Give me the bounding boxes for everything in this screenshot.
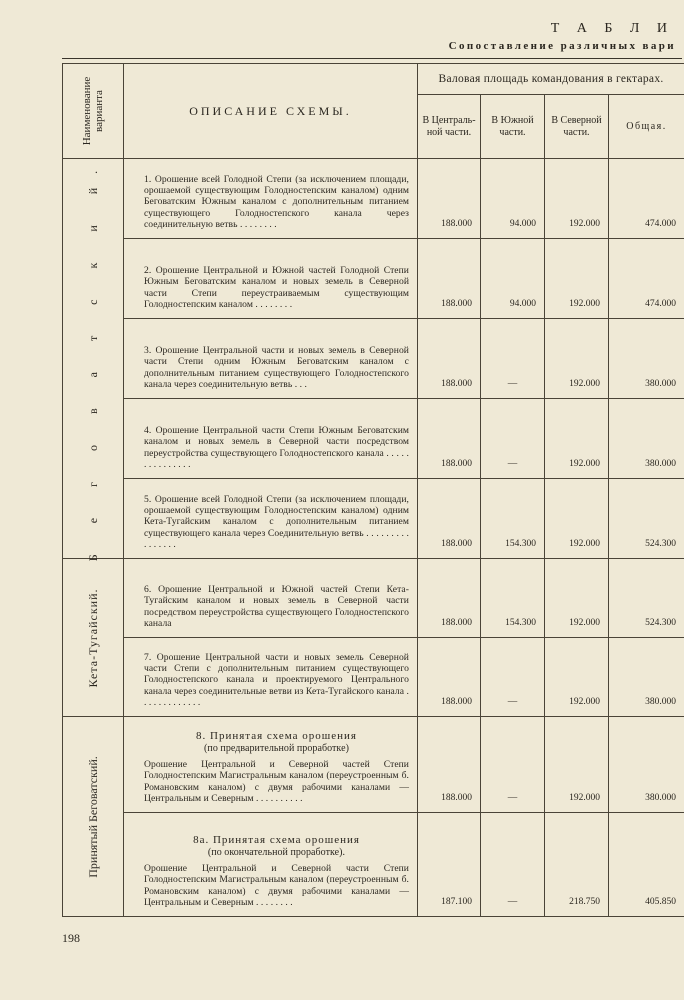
value-south: 154.300 — [481, 559, 545, 638]
scheme-description: 6. Орошение Центральной и Южной частей Степи Кета-Тугайским каналом и новых земель в Северной части посредством переустройства существующего Голодностепского канала — [124, 559, 418, 638]
group-label: Принятый Беговатский. — [86, 755, 100, 878]
table-row — [63, 813, 684, 917]
variant-header: Наименование варианта — [81, 76, 105, 146]
value-south: — — [481, 638, 545, 717]
value-north: 192.000 — [545, 638, 609, 717]
table-row — [63, 479, 684, 559]
header-row-1 — [63, 64, 684, 95]
value-north: 192.000 — [545, 559, 609, 638]
value-total: 380.000 — [609, 319, 684, 399]
scheme-text: Орошение Центральной и Северной части Степи Голодностепским Магистральным каналом (переустроенным б. Романовским каналом) с двумя рабочими каналами — Центральным и Северным . . . . . . . . — [144, 863, 409, 908]
value-total: 380.000 — [609, 638, 684, 717]
scheme-description — [124, 813, 418, 917]
value-north: 218.750 — [545, 813, 609, 917]
scheme-subtitle: (по предварительной проработке) — [204, 742, 349, 754]
value-total: 524.300 — [609, 559, 684, 638]
value-total: 405.850 — [609, 813, 684, 917]
value-central: 188.000 — [418, 239, 481, 319]
value-central: 188.000 — [418, 559, 481, 638]
scheme-title: 8а. Принятая схема орошения — [193, 833, 360, 846]
value-north: 192.000 — [545, 717, 609, 813]
value-south: 154.300 — [481, 479, 545, 559]
value-central: 188.000 — [418, 159, 481, 239]
table-row — [63, 319, 684, 399]
header-rule — [62, 58, 682, 59]
value-central: 187.100 — [418, 813, 481, 917]
table-subtitle: Сопоставление различных вари — [448, 40, 676, 52]
value-south: 94.000 — [481, 159, 545, 239]
subheader-central: В Централь- ной части. — [418, 95, 481, 159]
table-row — [63, 239, 684, 319]
area-group-header: Валовая площадь командования в гектарах. — [418, 64, 684, 95]
table-row — [63, 159, 684, 239]
scheme-subtitle: (по окончательной проработке). — [207, 846, 346, 858]
value-total: 474.000 — [609, 159, 684, 239]
table-title: Т А Б Л И — [550, 21, 674, 36]
value-central: 188.000 — [418, 638, 481, 717]
comparison-table — [62, 63, 684, 917]
value-total: 524.300 — [609, 479, 684, 559]
value-south: — — [481, 399, 545, 479]
value-total: 380.000 — [609, 399, 684, 479]
group-label: Кета-Тугайский. — [86, 588, 100, 687]
value-south: — — [481, 813, 545, 917]
scheme-description: 7. Орошение Центральной части и новых земель Северной части Степи с дополнительным питанием существующего Голодностепского канала и проектируемого Центрального канала через соединительные ветви из Кета-Тугайского канала . . . . . . . . . . . . . — [124, 638, 418, 717]
group-keta-tugai — [63, 559, 124, 717]
subheader-south: В Южной части. — [481, 95, 545, 159]
variant-header-cell — [63, 64, 124, 159]
value-central: 188.000 — [418, 399, 481, 479]
value-central: 188.000 — [418, 319, 481, 399]
value-north: 192.000 — [545, 239, 609, 319]
group-begovatsky — [63, 156, 124, 561]
value-central: 188.000 — [418, 717, 481, 813]
table-row — [63, 559, 684, 638]
table-row — [63, 399, 684, 479]
scheme-text: Орошение Центральной и Северной частей Степи Голодностепским Магистральным каналом (переустроенным б. Романовским каналом) с двумя рабочими каналами — Центральным и Северным . . . . . . . . . . — [144, 759, 409, 804]
group-label: Б е г о в а т с к и й. — [86, 156, 100, 561]
scheme-title: 8. Принятая схема орошения — [196, 729, 357, 742]
scheme-description: 3. Орошение Центральной части и новых земель в Северной части Степи одним Южным Беговатским каналом с дополнительным питанием существующего Голодностепского канала через соединительную ветвь . . . — [124, 319, 418, 399]
description-header: ОПИСАНИЕ СХЕМЫ. — [124, 64, 418, 159]
page-number: 198 — [62, 931, 80, 945]
scheme-description: 2. Орошение Центральной и Южной частей Голодной Степи Южным Беговатским каналом и новых земель в Северной части Степи переустраиваемым существующим Голодностепским каналом . . . . . . . . — [124, 239, 418, 319]
value-south: — — [481, 717, 545, 813]
scheme-description: 5. Орошение всей Голодной Степи (за исключением площади, орошаемой существующим Голодностепским каналом) одним Кета-Тугайским каналом с дополнительным питанием существующего канала через Соединительную ветвь . . . . . . . . . . . . . . . . — [124, 479, 418, 559]
group-accepted-begovatsky — [63, 717, 124, 917]
value-south: 94.000 — [481, 239, 545, 319]
value-total: 380.000 — [609, 717, 684, 813]
table-row — [63, 717, 684, 813]
scheme-description: 1. Орошение всей Голодной Степи (за исключением площади, орошаемой существующим Голодностепским каналом) одним Беговатским Южным каналом с дополнительным питанием существующего Голодностепского канала через соединительную ветвь . . . . . . . . — [124, 159, 418, 239]
value-north: 192.000 — [545, 399, 609, 479]
value-central: 188.000 — [418, 479, 481, 559]
value-total: 474.000 — [609, 239, 684, 319]
value-north: 192.000 — [545, 319, 609, 399]
subheader-total: Общая. — [609, 95, 684, 159]
value-south: — — [481, 319, 545, 399]
subheader-north: В Северной части. — [545, 95, 609, 159]
scheme-description — [124, 717, 418, 813]
value-north: 192.000 — [545, 479, 609, 559]
table-row — [63, 638, 684, 717]
scheme-description: 4. Орошение Центральной части Степи Южным Беговатским каналом и новых земель в Северной части посредством переустройства существующего Голодностепского канала . . . . . . . . . . . . . . . — [124, 399, 418, 479]
value-north: 192.000 — [545, 159, 609, 239]
